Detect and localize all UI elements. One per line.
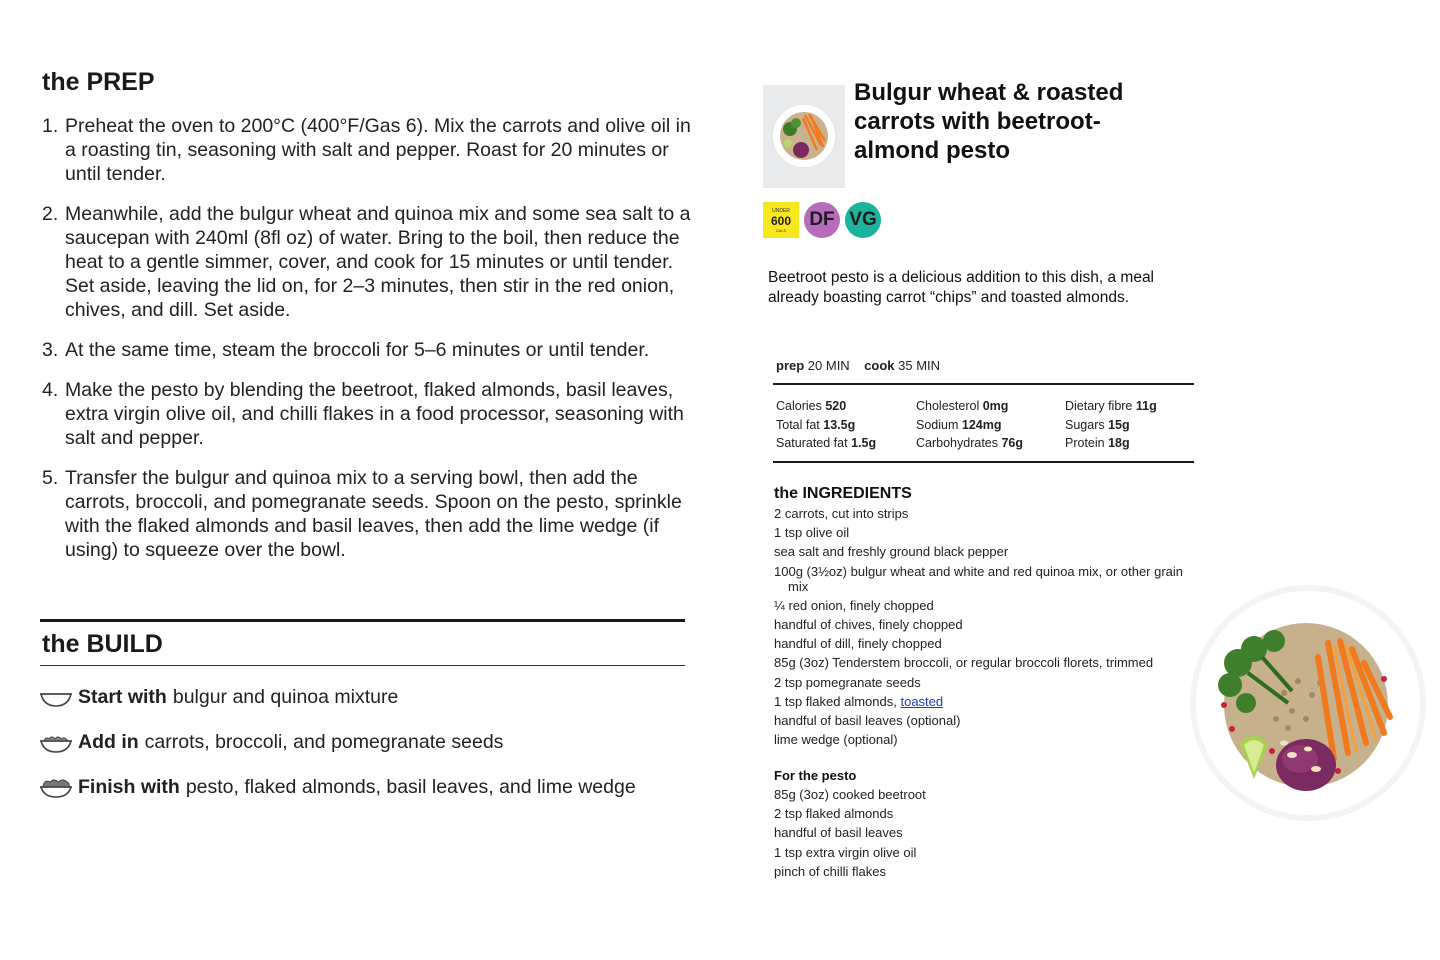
nutrition-item: Cholesterol 0mg <box>916 399 1009 413</box>
pesto-ingredients-list <box>774 787 926 883</box>
nutrition-column <box>916 397 1023 453</box>
nutrition-item: Sugars 15g <box>1065 417 1130 432</box>
recipe-intro: Beetroot pesto is a delicious addition to this dish, a meal already boasting carrot “chips” and toasted almonds. <box>768 269 1155 306</box>
ingredients-list <box>774 506 1184 751</box>
nutrition-item: Total fat 13.5g <box>776 417 856 432</box>
dish-thumbnail-image <box>763 85 845 188</box>
ingredient-item: 2 tsp pomegranate seeds <box>774 674 921 690</box>
toasted-link[interactable]: toasted <box>900 693 944 709</box>
nutrition-column <box>776 397 876 453</box>
nutrition-item: Sodium 124mg <box>916 417 1002 432</box>
nutrition-column <box>1065 397 1157 453</box>
ingredient-item: 2 carrots, cut into strips <box>774 506 909 521</box>
prep-step: 1. Preheat the oven to 200°C (400°F/Gas 6). Mix the carrots and olive oil in a roasting tin, seasoning with salt and pepper. Roast for 20 minutes or until tender. <box>42 115 691 185</box>
nutrition-bottom-divider <box>773 461 1194 463</box>
bowl-full-icon <box>40 778 72 798</box>
ingredient-item: 1 tsp flaked almonds, toasted <box>774 693 944 709</box>
build-top-divider <box>40 619 685 622</box>
pesto-ingredient-item: handful of basil leaves <box>774 825 903 841</box>
build-step-start: Start with bulgur and quinoa mixture <box>40 686 398 709</box>
bowl-empty-icon <box>40 688 72 708</box>
ingredient-item: lime wedge (optional) <box>774 732 898 748</box>
ingredient-item: 85g (3oz) Tenderstem broccoli, or regular broccoli florets, trimmed <box>774 655 1154 671</box>
prep-step: 4. Make the pesto by blending the beetroot, flaked almonds, basil leaves, extra virgin olive oil, and chilli flakes in a food processor, seasoning with salt and pepper. <box>42 379 684 449</box>
build-heading: the BUILD <box>42 630 163 658</box>
dairy-free-badge: DF <box>804 202 840 238</box>
nutrition-item: Calories 520 <box>776 399 847 413</box>
nutrition-item: Dietary fibre 11g <box>1065 399 1157 413</box>
pesto-ingredient-item: pinch of chilli flakes <box>774 863 886 879</box>
recipe-thumbnail[interactable] <box>763 85 845 188</box>
prep-heading: the PREP <box>42 68 155 96</box>
ingredient-item: sea salt and freshly ground black pepper <box>774 544 1009 560</box>
vegan-badge: VG <box>845 202 881 238</box>
prep-steps-list <box>42 114 692 578</box>
nutrition-top-divider <box>773 383 1194 385</box>
build-bottom-divider <box>40 665 685 666</box>
ingredient-item: ¼ red onion, finely chopped <box>774 597 934 613</box>
recipe-title: Bulgur wheat & roasted carrots with beetroot-almond pesto <box>854 79 1124 164</box>
prep-step: 5. Transfer the bulgur and quinoa mix to a serving bowl, then add the carrots, broccoli, and pomegranate seeds. Spoon on the pesto, sprinkle with the flaked almonds and basil leaves, then add the lime wedge (if using) to squeeze over the bowl. <box>42 467 682 561</box>
nutrition-item: Carbohydrates 76g <box>916 436 1024 450</box>
pesto-ingredient-item: 85g (3oz) cooked beetroot <box>774 787 926 802</box>
prep-cook-times: prep 20 MIN cook 35 MIN <box>776 358 941 373</box>
pesto-ingredient-item: 1 tsp extra virgin olive oil <box>774 844 917 860</box>
bowl-half-icon <box>40 733 72 753</box>
pesto-heading: For the pesto <box>774 768 857 783</box>
nutrition-item: Protein 18g <box>1065 436 1130 450</box>
under-600-calories-badge: UNDER 600 CALS <box>763 202 799 238</box>
prep-step: 2. Meanwhile, add the bulgur wheat and quinoa mix and some sea salt to a saucepan with 240ml (8fl oz) of water. Bring to the boil, then reduce the heat to a gentle simmer, cover, and cook for 15 minutes or until tender. Set aside, leaving the lid on, for 2–3 minutes, then stir in the red onion, chives, and dill. Set aside. <box>42 203 691 321</box>
prep-step: 3. At the same time, steam the broccoli for 5–6 minutes or until tender. <box>42 339 650 361</box>
dish-photo <box>1188 583 1428 823</box>
ingredient-item: 100g (3½oz) bulgur wheat and white and red quinoa mix, or other grain mix <box>774 563 1184 594</box>
ingredient-item: handful of dill, finely chopped <box>774 636 942 652</box>
build-step-add: Add in carrots, broccoli, and pomegranate seeds <box>40 731 503 754</box>
ingredient-item: handful of basil leaves (optional) <box>774 712 961 728</box>
nutrition-item: Saturated fat 1.5g <box>776 436 877 450</box>
ingredient-item: handful of chives, finely chopped <box>774 616 963 632</box>
ingredients-heading: the INGREDIENTS <box>774 485 912 502</box>
pesto-ingredient-item: 2 tsp flaked almonds <box>774 806 894 822</box>
build-step-finish: Finish with pesto, flaked almonds, basil leaves, and lime wedge <box>40 776 636 799</box>
ingredient-item: 1 tsp olive oil <box>774 525 850 541</box>
